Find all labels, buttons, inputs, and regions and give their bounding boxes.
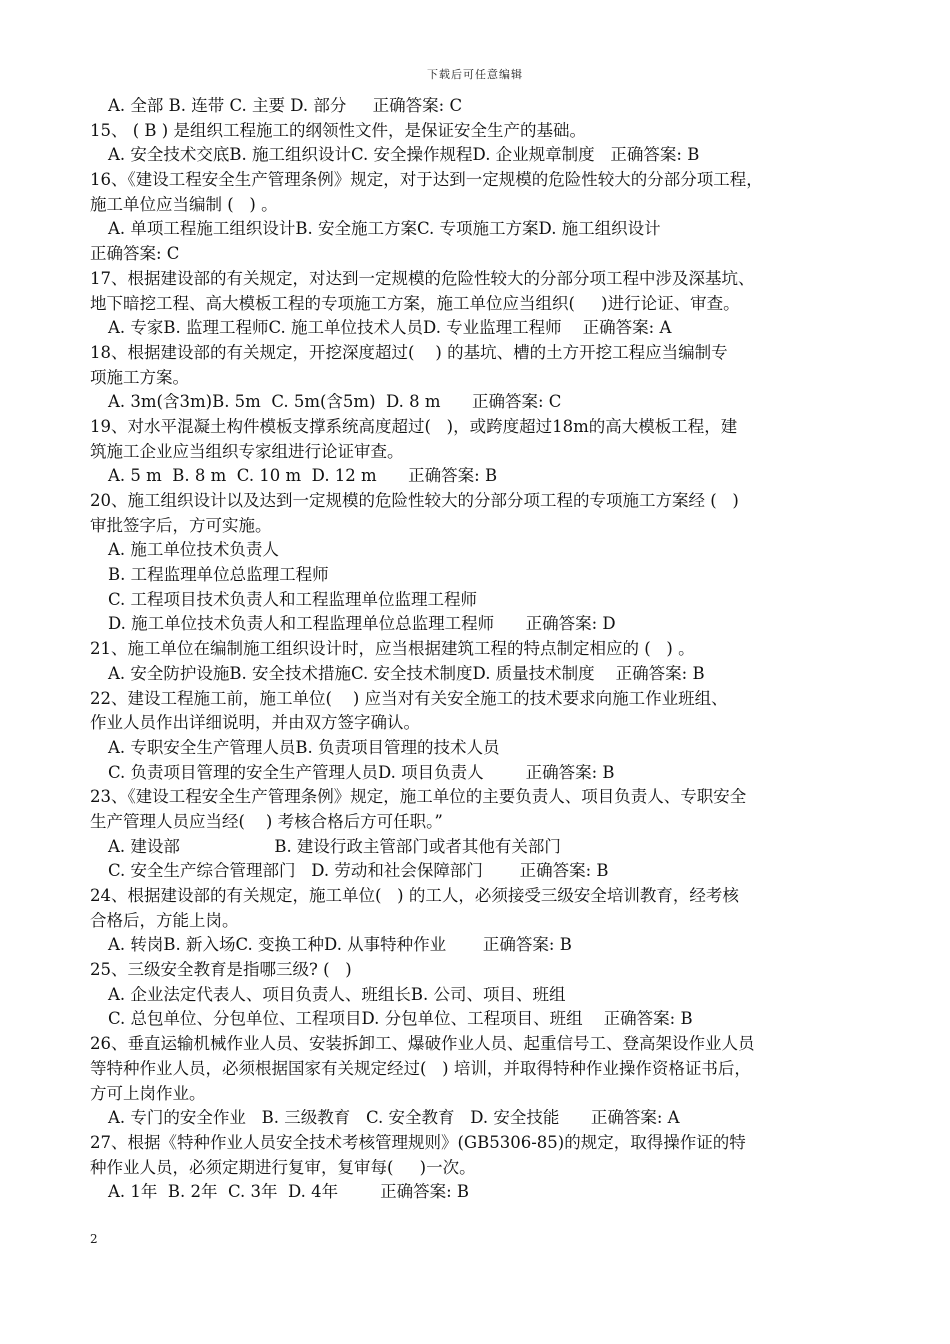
page-header: 下载后可任意编辑 [427,68,523,81]
answer-option-line: A. 专家B. 监理工程师C. 施工单位技术人员D. 专业监理工程师 正确答案: A [108,318,672,338]
answer-option-line: C. 工程项目技术负责人和工程监理单位监理工程师 [108,589,478,609]
answer-option-line: A. 施工单位技术负责人 [108,540,279,560]
question-text-line: 23、《建设工程安全生产管理条例》规定，施工单位的主要负责人、项目负责人、专职安全 [90,787,747,807]
answer-option-line: A. 专门的安全作业 B. 三级教育 C. 安全教育 D. 安全技能 正确答案: A [108,1108,680,1128]
question-text-line: 22、建设工程施工前，施工单位( ) 应当对有关安全施工的技术要求向施工作业班组、 [90,688,728,708]
answer-option-line: A. 建设部 B. 建设行政主管部门或者其他有关部门 [108,836,561,856]
question-text-line: 筑施工企业应当组织专家组进行论证审查。 [90,441,404,461]
page-number: 2 [90,1232,98,1246]
answer-option-line: A. 转岗B. 新入场C. 变换工种D. 从事特种作业 正确答案: B [108,935,572,955]
question-text-line: 施工单位应当编制 ( ) 。 [90,194,278,214]
answer-option-line: A. 5 m B. 8 m C. 10 m D. 12 m 正确答案: B [108,466,498,486]
question-text-line: 合格后，方能上岗。 [90,910,239,930]
answer-option-line: A. 企业法定代表人、项目负责人、班组长B. 公司、项目、班组 [108,984,566,1004]
answer-option-line: B. 工程监理单位总监理工程师 [108,565,329,585]
question-text-line: 等特种作业人员，必须根据国家有关规定经过( ) 培训，并取得特种作业操作资格证书后， [90,1058,751,1078]
answer-option-line: A. 安全防护设施B. 安全技术措施C. 安全技术制度D. 质量技术制度 正确答案: B [108,663,705,683]
answer-option-line: A. 全部 B. 连带 C. 主要 D. 部分 正确答案: C [108,96,463,115]
question-text-line: 16、《建设工程安全生产管理条例》规定，对于达到一定规模的危险性较大的分部分项工程， [90,170,763,190]
answer-option-line: A. 单项工程施工组织设计B. 安全施工方案C. 专项施工方案D. 施工组织设计 [108,219,661,239]
question-text-line: 26、垂直运输机械作业人员、安装拆卸工、爆破作业人员、起重信号工、登高架设作业人员 [90,1034,755,1054]
answer-option-line: A. 1年 B. 2年 C. 3年 D. 4年 正确答案: B [108,1182,470,1202]
answer-option-line: A. 专职安全生产管理人员B. 负责项目管理的技术人员 [108,737,500,757]
question-text-line: 生产管理人员应当经( ) 考核合格后方可任职。” [90,811,443,831]
question-text-line: 25、三级安全教育是指哪三级? ( ) [90,960,352,980]
question-text-line: 17、根据建设部的有关规定，对达到一定规模的危险性较大的分部分项工程中涉及深基坑、 [90,268,755,288]
question-text-line: 项施工方案。 [90,367,189,387]
question-text-line: 地下暗挖工程、高大模板工程的专项施工方案，施工单位应当组织( )进行论证、审查。 [90,293,740,313]
question-text-line: 作业人员作出详细说明，并由双方签字确认。 [90,713,420,733]
question-text-line: 18、根据建设部的有关规定，开挖深度超过( ) 的基坑、槽的土方开挖工程应当编制专 [90,342,728,362]
answer-option-line: A. 3m(含3m)B. 5m C. 5m(含5m) D. 8 m 正确答案: C [108,392,562,412]
question-text-line: 20、施工组织设计以及达到一定规模的危险性较大的分部分项工程的专项施工方案经 ( ) [90,491,739,510]
document-body [90,94,880,1205]
question-text-line: 15、 ( B ) 是组织工程施工的纲领性文件，是保证安全生产的基础。 [90,120,586,140]
question-text-line: 正确答案: C [90,244,180,264]
answer-option-line: C. 负责项目管理的安全生产管理人员D. 项目负责人 正确答案: B [108,762,615,782]
answer-option-line: C. 安全生产综合管理部门 D. 劳动和社会保障部门 正确答案: B [108,861,609,881]
question-text-line: 审批签字后，方可实施。 [90,515,272,535]
answer-option-line: A. 安全技术交底B. 施工组织设计C. 安全操作规程D. 企业规章制度 正确答案: B [108,145,700,165]
question-text-line: 19、对水平混凝土构件模板支撑系统高度超过( )，或跨度超过18m的高大模板工程，建 [90,416,738,436]
question-text-line: 方可上岗作业。 [90,1083,206,1103]
question-text-line: 27、根据《特种作业人员安全技术考核管理规则》(GB5306-85)的规定，取得操作证的特 [90,1132,746,1152]
question-text-line: 24、根据建设部的有关规定，施工单位( ) 的工人，必须接受三级安全培训教育，经考核 [90,886,739,905]
answer-option-line: C. 总包单位、分包单位、工程项目D. 分包单位、工程项目、班组 正确答案: B [108,1009,693,1029]
answer-option-line: D. 施工单位技术负责人和工程监理单位总监理工程师 正确答案: D [108,614,616,634]
question-text-line: 种作业人员，必须定期进行复审，复审每( )一次。 [90,1157,476,1177]
question-text-line: 21、施工单位在编制施工组织设计时，应当根据建筑工程的特点制定相应的 ( ) 。 [90,639,695,659]
